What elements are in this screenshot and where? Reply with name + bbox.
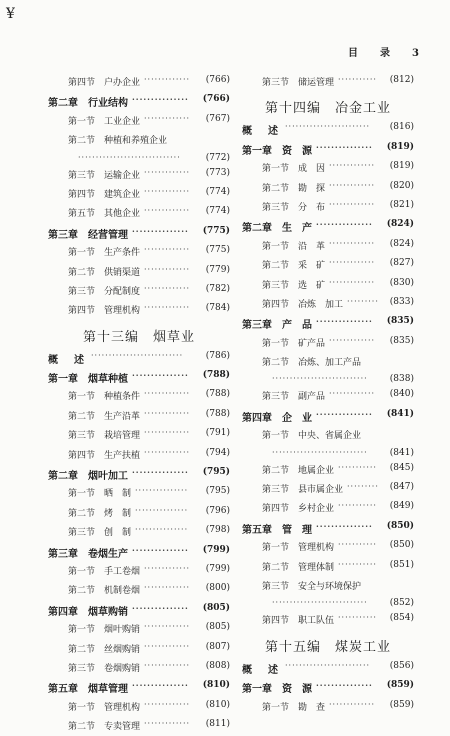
toc-entry-summary (242, 658, 414, 677)
toc-entry-page: (824) (386, 219, 414, 230)
toc-entry-label: 第三节 卷烟购销 (68, 663, 141, 674)
toc-entry-section (48, 697, 230, 716)
toc-entry-page: (833) (389, 296, 414, 307)
toc-entry-page: (852) (389, 598, 414, 609)
leader-dots: ············· (144, 186, 191, 196)
toc-entry-section (242, 537, 414, 556)
toc-entry-label: 第十三编 烟草业 (82, 329, 195, 345)
toc-entry-page: (799) (202, 544, 230, 555)
toc-entry-label: 第一节 管理机构 (68, 702, 141, 713)
leader-dots: ························ (285, 660, 371, 670)
toc-entry-label: 概 述 (242, 664, 281, 676)
toc-entry-section (48, 503, 230, 522)
toc-entry-page: (774) (205, 186, 230, 197)
toc-entry-label: 第一章 资 源 (242, 145, 312, 157)
toc-entry-section (242, 333, 414, 352)
toc-entry-label: 第一节 晒 制 (68, 489, 132, 500)
toc-entry-section (242, 479, 414, 498)
leader-dots: ············· (144, 206, 191, 216)
leader-dots: ··········· (338, 559, 377, 569)
toc-entry-label: 第二节 丝烟购销 (68, 644, 141, 655)
leader-dots: ············· (329, 180, 376, 190)
leader-dots: ············· (144, 75, 191, 84)
toc-entry-section (242, 386, 414, 405)
toc-entry-label: 第四节 乡村企业 (262, 504, 335, 515)
toc-entry-section (242, 697, 414, 716)
leader-dots: ············· (144, 660, 191, 670)
toc-entry-section (242, 498, 414, 517)
leader-dots: ··························· (272, 374, 368, 384)
toc-entry-chapter (48, 91, 230, 110)
toc-entry-page: (772) (205, 152, 230, 163)
toc-entry-label: 第三节 选 矿 (262, 280, 326, 291)
toc-entry-section (242, 576, 414, 595)
toc-entry-label: 第四节 户办企业 (68, 78, 141, 88)
toc-entry-section (242, 178, 414, 197)
toc-entry-label: 第一节 矿产品 (262, 338, 326, 349)
toc-entry-page: (859) (386, 680, 414, 691)
toc-entry-section (48, 203, 230, 222)
toc-entry-label: 第二章 生 产 (242, 223, 312, 235)
toc-entry-label: 第二节 烤 制 (68, 508, 132, 519)
toc-entry-label: 第一节 手工卷烟 (68, 566, 141, 577)
toc-entry-page: (841) (389, 447, 414, 458)
leader-dots: ············· (144, 167, 191, 177)
page-header: 目 录 3 (348, 48, 425, 59)
toc-entry-page: (819) (386, 141, 414, 152)
leader-dots: ··············· (316, 219, 373, 230)
leader-dots: ··············· (132, 94, 189, 105)
toc-entry-label: 第四节 管理机构 (68, 306, 141, 317)
leader-dots: ············· (144, 264, 191, 274)
toc-entry-section (242, 197, 414, 216)
toc-entry-section (48, 281, 230, 300)
toc-entry-page: (808) (205, 660, 230, 671)
toc-entry-section (242, 158, 414, 177)
leader-dots: ··············· (132, 602, 189, 613)
toc-entry-cont (48, 150, 230, 165)
toc-entry-page: (845) (389, 462, 414, 473)
toc-entry-cont (242, 371, 414, 386)
toc-entry-page: (775) (205, 245, 230, 256)
toc-entry-chapter (48, 464, 230, 483)
toc-entry-label: 第二节 勘 探 (262, 183, 326, 194)
toc-entry-page: (816) (389, 122, 414, 133)
toc-entry-label: 第三节 分 布 (262, 202, 326, 213)
toc-entry-page: (851) (389, 559, 414, 570)
toc-entry-section (242, 255, 414, 274)
toc-entry-page: (856) (389, 660, 414, 671)
toc-entry-page: (773) (205, 167, 230, 178)
toc-entry-chapter (242, 313, 414, 332)
toc-entry-section (242, 425, 414, 444)
toc-entry-section (48, 72, 230, 91)
leader-dots: ············· (144, 428, 191, 438)
toc-entry-label: 第二章 烟叶加工 (48, 471, 128, 483)
leader-dots: ············· (144, 245, 191, 255)
toc-entry-page: (798) (205, 525, 230, 536)
toc-entry-chapter (242, 139, 414, 158)
toc-entry-summary (242, 119, 414, 138)
toc-entry-page: (850) (389, 540, 414, 551)
toc-entry-page: (810) (202, 680, 230, 691)
leader-dots: ············· (329, 238, 376, 248)
leader-dots: ··························· (272, 598, 368, 608)
leader-dots: ············· (329, 335, 376, 345)
toc-entry-label: 第二章 行业结构 (48, 98, 128, 110)
toc-entry-chapter (48, 542, 230, 561)
toc-entry-label: 第四节 职工队伍 (262, 616, 335, 627)
toc-entry-page: (786) (205, 350, 230, 361)
leader-dots: ········· (347, 296, 379, 306)
toc-entry-chapter (242, 406, 414, 425)
toc-entry-label: 第四节 生产扶植 (68, 450, 141, 461)
toc-entry-page: (840) (389, 389, 414, 400)
leader-dots: ··············· (132, 467, 189, 478)
leader-dots: ············· (144, 583, 191, 593)
toc-entry-page: (807) (205, 641, 230, 652)
leader-dots: ··············· (132, 370, 189, 381)
toc-entry-page: (788) (205, 408, 230, 419)
toc-entry-section (48, 445, 230, 464)
leader-dots: ··········· (338, 501, 377, 511)
toc-entry-page: (767) (205, 113, 230, 124)
leader-dots: ··············· (132, 680, 189, 691)
toc-entry-page: (841) (386, 408, 414, 419)
toc-entry-page: (810) (205, 699, 230, 710)
toc-entry-label: 第三章 产 品 (242, 320, 312, 332)
leader-dots: ··········· (338, 540, 377, 550)
toc-entry-label: 第四节 冶炼 加工 (262, 299, 344, 310)
toc-entry-chapter (242, 677, 414, 696)
leader-dots: ··········· (338, 462, 377, 472)
toc-entry-label: 第一节 沿 革 (262, 241, 326, 252)
toc-entry-section (48, 658, 230, 677)
toc-entry-cont (242, 595, 414, 610)
toc-entry-page: (794) (205, 447, 230, 458)
toc-entry-page: (799) (205, 563, 230, 574)
leader-dots: ··············· (316, 408, 373, 419)
leader-dots: ············· (144, 447, 191, 457)
toc-entry-page: (827) (389, 258, 414, 269)
toc-entry-page: (835) (386, 316, 414, 327)
toc-entry-label: 第三节 储运管理 (262, 78, 335, 88)
toc-entry-page: (791) (205, 428, 230, 439)
toc-entry-label: 第二节 管理体制 (262, 562, 335, 573)
toc-entry-page: (788) (205, 389, 230, 400)
leader-dots: ··········· (338, 613, 377, 623)
toc-entry-label: 第十四编 冶金工业 (264, 101, 391, 117)
toc-entry-chapter (48, 600, 230, 619)
toc-entry-page: (819) (389, 161, 414, 172)
toc-entry-section (242, 557, 414, 576)
toc-entry-section (242, 352, 414, 371)
toc-entry-page: (784) (205, 303, 230, 314)
leader-dots: ············· (329, 161, 376, 171)
leader-dots: ··············· (316, 316, 373, 327)
toc-entry-cont (242, 445, 414, 460)
leader-dots: ············· (144, 113, 191, 123)
leader-dots: ············· (144, 389, 191, 399)
toc-entry-label: 第一节 烟叶购销 (68, 625, 141, 636)
toc-entry-label: 第一节 中央、省属企业 (262, 431, 362, 442)
toc-entry-page: (805) (202, 602, 230, 613)
leader-dots: ············· (329, 699, 376, 709)
leader-dots: ····························· (78, 152, 181, 162)
toc-entry-page: (849) (389, 501, 414, 512)
toc-entry-chapter (242, 518, 414, 537)
toc-entry-section (242, 610, 414, 629)
leader-dots: ············· (144, 641, 191, 651)
toc-entry-chapter (242, 216, 414, 235)
toc-entry-page: (812) (389, 75, 414, 85)
toc-entry-section (48, 242, 230, 261)
toc-entry-section (242, 294, 414, 313)
toc-entry-section (48, 300, 230, 319)
toc-entry-section (242, 460, 414, 479)
toc-entry-label: 第五章 烟草管理 (48, 684, 128, 696)
toc-entry-page: (766) (205, 75, 230, 85)
toc-entry-label: 第三节 栽培管理 (68, 431, 141, 442)
toc-entry-section (48, 184, 230, 203)
leader-dots: ············· (144, 699, 191, 709)
toc-entry-label: 第三节 创 制 (68, 528, 132, 539)
toc-entry-label: 第三节 副产品 (262, 392, 326, 403)
leader-dots: ············· (144, 408, 191, 418)
toc-entry-page: (800) (205, 583, 230, 594)
leader-dots: ············· (329, 199, 376, 209)
toc-entry-label: 概 述 (242, 126, 281, 138)
toc-entry-section (48, 406, 230, 425)
toc-entry-label: 第三章 经营管理 (48, 229, 128, 241)
toc-entry-part (242, 630, 414, 658)
toc-entry-label: 第三节 安全与环境保护 (262, 581, 362, 592)
leader-dots: ··············· (135, 505, 189, 515)
toc-entry-section (48, 522, 230, 541)
toc-entry-page: (820) (389, 180, 414, 191)
leader-dots: ··········· (338, 75, 377, 84)
toc-entry-label: 第五章 管 理 (242, 524, 312, 536)
toc-entry-section (48, 130, 230, 149)
toc-entry-page: (835) (389, 335, 414, 346)
toc-entry-page: (795) (202, 467, 230, 478)
toc-entry-label: 第一节 种植条件 (68, 392, 141, 403)
leader-dots: ··············· (316, 520, 373, 531)
toc-entry-section (48, 165, 230, 184)
toc-entry-chapter (48, 367, 230, 386)
toc-entry-summary (48, 348, 230, 367)
toc-entry-label: 第二节 冶炼、加工产品 (262, 358, 362, 369)
toc-entry-part (48, 320, 230, 348)
toc-entry-label: 第二节 采 矿 (262, 261, 326, 272)
toc-entry-label: 第四章 烟草购销 (48, 606, 128, 618)
toc-entry-section (48, 386, 230, 405)
toc-entry-label: 第二节 地属企业 (262, 465, 335, 476)
toc-entry-label: 第一节 工业企业 (68, 116, 141, 127)
leader-dots: ········· (347, 482, 379, 492)
toc-entry-page: (847) (389, 482, 414, 493)
toc-entry-page: (854) (389, 613, 414, 624)
toc-entry-label: 第一节 勘 查 (262, 702, 326, 713)
toc-entry-label: 第三节 分配制度 (68, 286, 141, 297)
toc-entry-section (48, 111, 230, 130)
toc-entry-section (48, 639, 230, 658)
toc-entry-section (242, 236, 414, 255)
leader-dots: ··············· (132, 225, 189, 236)
toc-entry-page: (850) (386, 520, 414, 531)
leader-dots: ············· (144, 283, 191, 293)
toc-entry-page: (821) (389, 199, 414, 210)
toc-entry-page: (811) (205, 719, 230, 730)
toc-entry-label: 第三节 运输企业 (68, 170, 141, 181)
leader-dots: ··············· (132, 544, 189, 555)
toc-entry-part (242, 91, 414, 119)
toc-entry-chapter (48, 223, 230, 242)
toc-entry-label: 第一章 烟草种植 (48, 374, 128, 386)
leader-dots: ·························· (91, 350, 184, 360)
leader-dots: ············· (329, 277, 376, 287)
leader-dots: ··············· (316, 141, 373, 152)
toc-entry-section (48, 580, 230, 599)
leader-dots: ············· (144, 719, 191, 729)
toc-entry-page: (766) (202, 94, 230, 105)
corner-mark: ¥ (6, 6, 15, 22)
toc-entry-label: 第二节 机制卷烟 (68, 586, 141, 597)
toc-entry-label: 第四节 建筑企业 (68, 189, 141, 200)
toc-entry-section (242, 275, 414, 294)
toc-entry-page: (830) (389, 277, 414, 288)
toc-entry-label: 第二节 生产沿革 (68, 411, 141, 422)
toc-entry-section (48, 425, 230, 444)
toc-entry-section (48, 619, 230, 638)
toc-entry-label: 第二节 种植和养殖企业 (68, 136, 168, 147)
toc-entry-page: (774) (205, 206, 230, 217)
toc-entry-page: (838) (389, 374, 414, 385)
toc-entry-label: 第一节 生产条件 (68, 248, 141, 259)
toc-entry-label: 第三节 县市属企业 (262, 485, 344, 496)
toc-entry-section (48, 483, 230, 502)
toc-entry-label: 第三章 卷烟生产 (48, 548, 128, 560)
toc-entry-label: 第四章 企 业 (242, 412, 312, 424)
leader-dots: ············· (329, 258, 376, 268)
toc-entry-section (48, 716, 230, 735)
leader-dots: ··············· (316, 680, 373, 691)
toc-entry-section (242, 72, 414, 91)
leader-dots: ············· (144, 622, 191, 632)
toc-entry-page: (788) (202, 370, 230, 381)
leader-dots: ············· (144, 563, 191, 573)
toc-entry-page: (859) (389, 699, 414, 710)
toc-entry-chapter (48, 677, 230, 696)
toc-entry-label: 第一章 资 源 (242, 684, 312, 696)
toc-entry-page: (824) (389, 238, 414, 249)
toc-entry-label: 第二节 供销渠道 (68, 267, 141, 278)
toc-entry-page: (782) (205, 283, 230, 294)
leader-dots: ··············· (135, 525, 189, 535)
leader-dots: ··············· (135, 486, 189, 496)
toc-entry-page: (795) (205, 486, 230, 497)
toc-entry-label: 第一节 管理机构 (262, 543, 335, 554)
toc-entry-label: 第十五编 煤炭工业 (264, 639, 391, 655)
leader-dots: ··························· (272, 447, 368, 457)
toc-entry-label: 第一节 成 因 (262, 164, 326, 175)
toc-entry-page: (796) (205, 505, 230, 516)
toc-entry-page: (775) (202, 225, 230, 236)
toc-entry-section (48, 262, 230, 281)
toc-column-right (242, 72, 414, 716)
toc-entry-label: 第二节 专卖管理 (68, 722, 141, 733)
leader-dots: ························ (285, 122, 371, 132)
toc-entry-page: (805) (205, 622, 230, 633)
toc-entry-section (48, 561, 230, 580)
leader-dots: ············· (144, 303, 191, 313)
toc-entry-page: (779) (205, 264, 230, 275)
toc-entry-label: 概 述 (48, 354, 87, 366)
toc-entry-label: 第五节 其他企业 (68, 209, 141, 220)
toc-column-left (48, 72, 230, 736)
leader-dots: ············· (329, 389, 376, 399)
